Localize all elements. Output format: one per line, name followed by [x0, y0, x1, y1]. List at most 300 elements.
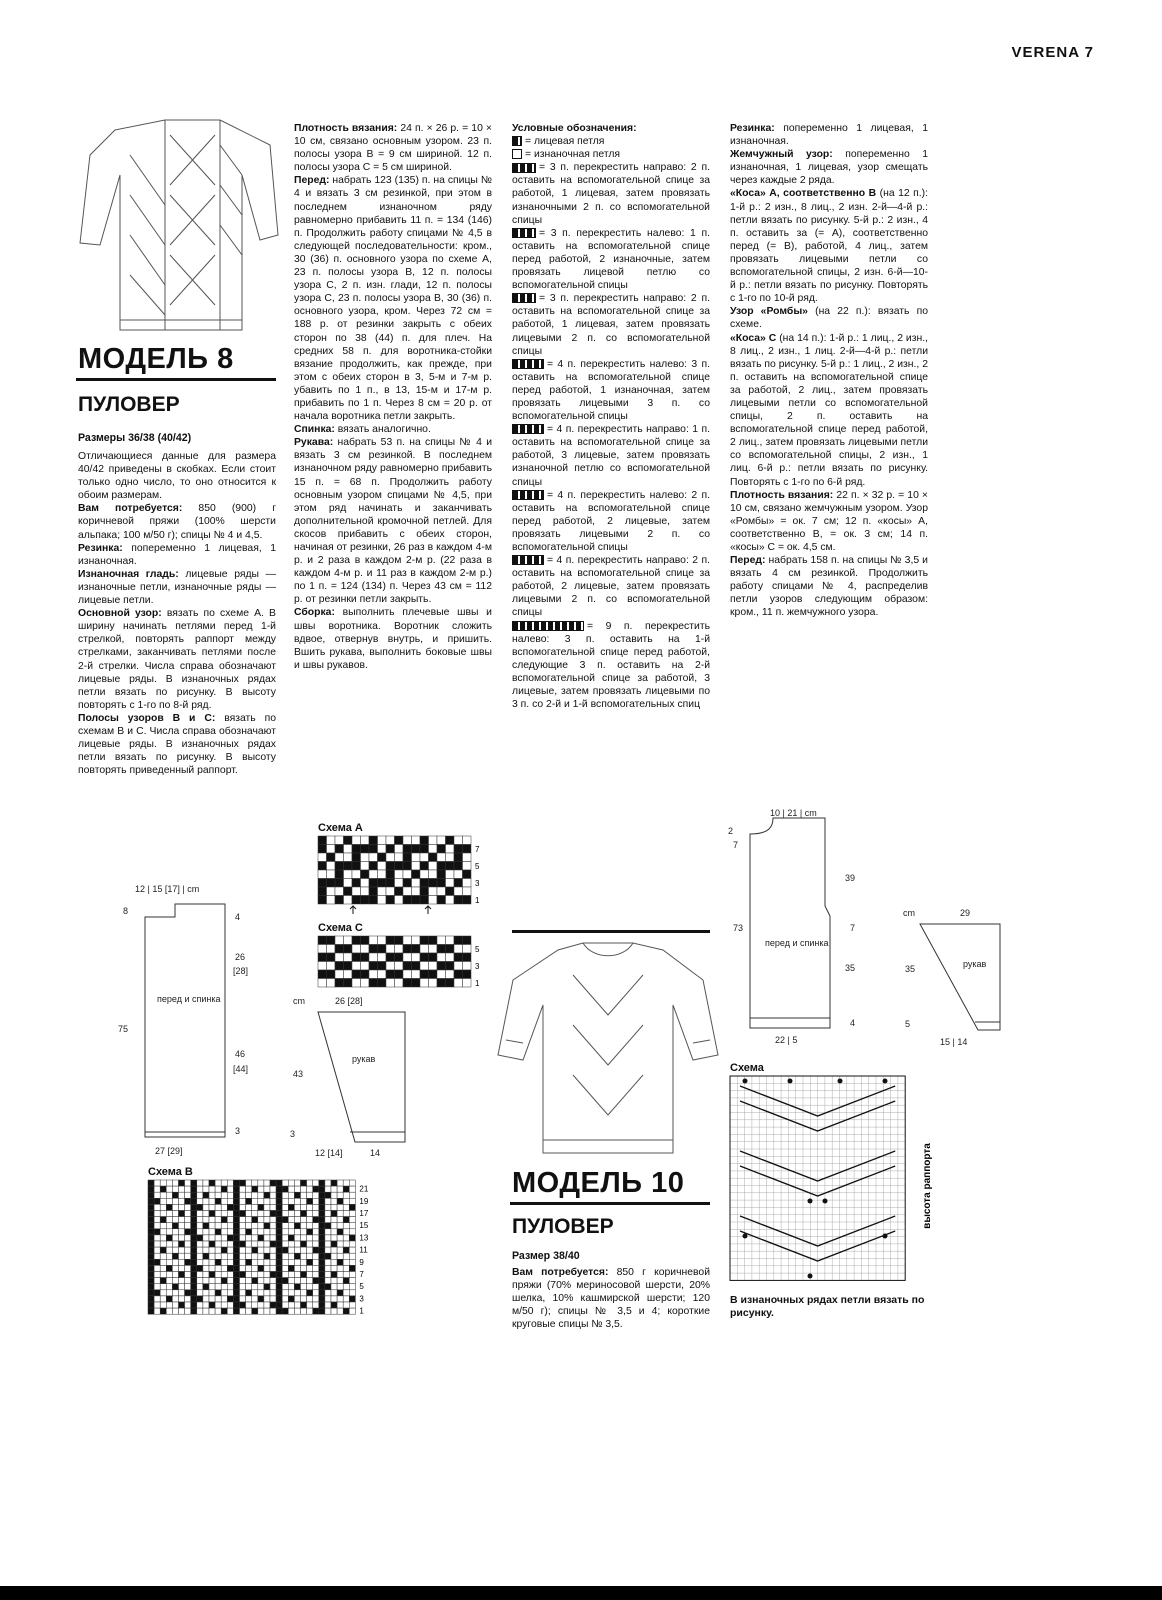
stitch-cell	[154, 1259, 160, 1265]
svg-text:15 | 14: 15 | 14	[940, 1037, 968, 1047]
stitch-cell	[264, 1272, 270, 1278]
stitch-cell	[246, 1284, 252, 1290]
stitch-cell	[437, 845, 446, 854]
stitch-cell	[319, 1284, 325, 1290]
svg-text:26: 26	[235, 952, 246, 962]
stitch-cell	[307, 1302, 313, 1308]
stitch-cell	[276, 1223, 282, 1229]
stitch-cell	[179, 1296, 185, 1302]
stitch-cell	[264, 1290, 270, 1296]
stitch-cell	[154, 1192, 160, 1198]
stitch-cell	[227, 1235, 233, 1241]
stitch-cell	[215, 1259, 221, 1265]
stitch-cell	[337, 1308, 343, 1314]
stitch-cell	[446, 887, 455, 896]
stitch-cell	[437, 936, 446, 945]
stitch-cell	[301, 1296, 307, 1302]
stitch-cell	[154, 1211, 160, 1217]
schema-b-chart	[148, 1180, 448, 1315]
stitch-cell	[209, 1259, 215, 1265]
stitch-cell	[221, 1180, 227, 1186]
row-number: 5	[475, 862, 480, 872]
stitch-cell	[166, 1192, 172, 1198]
row-number: 9	[359, 1257, 364, 1267]
stitch-cell	[258, 1204, 264, 1210]
stitch-cell	[172, 1217, 178, 1223]
stitch-cell	[240, 1180, 246, 1186]
stitch-cell	[301, 1241, 307, 1247]
stitch-cell	[227, 1229, 233, 1235]
svg-text:35: 35	[905, 964, 916, 974]
stitch-cell	[294, 1272, 300, 1278]
stitch-cell	[258, 1284, 264, 1290]
stitch-cell	[221, 1284, 227, 1290]
stitch-cell	[395, 970, 404, 979]
stitch-cell	[233, 1259, 239, 1265]
stitch-cell	[349, 1235, 355, 1241]
stitch-cell	[335, 862, 344, 871]
stitch-cell	[160, 1284, 166, 1290]
svg-text:2: 2	[728, 826, 734, 836]
stitch-cell	[276, 1204, 282, 1210]
stitch-cell	[420, 970, 429, 979]
stitch-cell	[252, 1302, 258, 1308]
stitch-cell	[349, 1247, 355, 1253]
stitch-cell	[258, 1259, 264, 1265]
legend-item: = 3 п. перекрестить направо: 2 п. оставить на вспомогательной спице за работой, 1 лицевая, затем провязать лицевыми 2 п. со вспомогательной спицы	[512, 293, 710, 357]
stitch-cell	[352, 953, 361, 962]
stitch-cell	[166, 1217, 172, 1223]
stitch-cell	[264, 1198, 270, 1204]
stitch-cell	[437, 962, 446, 971]
stitch-cell	[179, 1235, 185, 1241]
stitch-cell	[197, 1296, 203, 1302]
stitch-cell	[148, 1278, 154, 1284]
stitch-cell	[318, 953, 327, 962]
stitch-cell	[221, 1278, 227, 1284]
stitch-cell	[301, 1192, 307, 1198]
stitch-cell	[301, 1247, 307, 1253]
stitch-cell	[240, 1296, 246, 1302]
stitch-cell	[335, 845, 344, 854]
stitch-cell	[209, 1302, 215, 1308]
stitch-cell	[327, 853, 336, 862]
stitch-cell	[227, 1186, 233, 1192]
stitch-cell	[227, 1192, 233, 1198]
stitch-cell	[276, 1272, 282, 1278]
stitch-cell	[313, 1217, 319, 1223]
stitch-cell	[191, 1217, 197, 1223]
stitch-cell	[327, 936, 336, 945]
stitch-cell	[369, 836, 378, 845]
stitch-cell	[301, 1198, 307, 1204]
legend-item: = 9 п. перекрестить налево: 3 п. оставить на 1-й вспомогательной спице перед работой, следующие 3 п. оставить на 2-й вспомогательной спице за работой, 3 лицевые, затем провязать лицевыми по 3 п. со 2-й и 1-й вспомогательных спиц	[512, 620, 710, 711]
stitch-cell	[185, 1278, 191, 1284]
stitch-cell	[463, 945, 472, 954]
stitch-cell	[240, 1186, 246, 1192]
stitch-cell	[258, 1278, 264, 1284]
stitch-cell	[325, 1223, 331, 1229]
stitch-cell	[154, 1302, 160, 1308]
stitch-cell	[454, 845, 463, 854]
stitch-cell	[344, 979, 353, 988]
stitch-cell	[148, 1204, 154, 1210]
stitch-cell	[258, 1229, 264, 1235]
stitch-cell	[252, 1229, 258, 1235]
stitch-cell	[327, 887, 336, 896]
stitch-cell	[270, 1198, 276, 1204]
stitch-cell	[233, 1296, 239, 1302]
stitch-cell	[154, 1296, 160, 1302]
stitch-cell	[463, 887, 472, 896]
svg-text:7: 7	[850, 923, 856, 933]
stitch-cell	[209, 1223, 215, 1229]
stitch-cell	[179, 1259, 185, 1265]
stitch-cell	[276, 1290, 282, 1296]
stitch-cell	[160, 1247, 166, 1253]
stitch-cell	[246, 1235, 252, 1241]
stitch-cell	[343, 1265, 349, 1271]
stitch-cell	[412, 836, 421, 845]
stitch-cell	[215, 1253, 221, 1259]
stitch-cell	[148, 1296, 154, 1302]
stitch-cell	[335, 887, 344, 896]
stitch-cell	[264, 1204, 270, 1210]
stitch-cell	[270, 1204, 276, 1210]
stitch-cell	[337, 1192, 343, 1198]
stitch-cell	[337, 1272, 343, 1278]
stitch-cell	[319, 1265, 325, 1271]
stitch-cell	[369, 853, 378, 862]
stitch-cell	[301, 1186, 307, 1192]
stitch-cell	[307, 1290, 313, 1296]
stitch-cell	[307, 1308, 313, 1314]
stitch-cell	[172, 1278, 178, 1284]
stitch-cell	[179, 1229, 185, 1235]
stitch-cell	[154, 1247, 160, 1253]
stitch-cell	[240, 1192, 246, 1198]
stitch-cell	[352, 879, 361, 888]
stitch-cell	[294, 1204, 300, 1210]
stitch-cell	[215, 1241, 221, 1247]
stitch-cell	[352, 945, 361, 954]
stitch-cell	[319, 1241, 325, 1247]
stitch-cell	[378, 887, 387, 896]
stitch-cell	[233, 1186, 239, 1192]
stitch-cell	[276, 1278, 282, 1284]
stitch-cell	[233, 1198, 239, 1204]
stitch-cell	[344, 896, 353, 905]
stitch-cell	[179, 1186, 185, 1192]
stitch-cell	[203, 1229, 209, 1235]
stitch-cell	[403, 953, 412, 962]
stitch-cell	[246, 1278, 252, 1284]
stitch-cell	[276, 1247, 282, 1253]
stitch-cell	[446, 853, 455, 862]
stitch-cell	[403, 936, 412, 945]
legend-item: = лицевая петля	[512, 135, 710, 148]
stitch-cell	[264, 1308, 270, 1314]
stitch-cell	[191, 1229, 197, 1235]
stitch-cell	[294, 1186, 300, 1192]
model8-intro: Отличающиеся данные для размера 40/42 приведены в скобках. Если стоит только одно число, то оно относится к обоим размерам.	[78, 451, 276, 502]
stitch-cell	[331, 1241, 337, 1247]
stitch-cell	[325, 1253, 331, 1259]
stitch-cell	[252, 1192, 258, 1198]
stitch-cell	[344, 970, 353, 979]
stitch-cell	[307, 1265, 313, 1271]
stitch-cell	[227, 1253, 233, 1259]
stitch-cell	[288, 1186, 294, 1192]
stitch-cell	[325, 1290, 331, 1296]
stitch-cell	[264, 1259, 270, 1265]
schema-a-label: Схема А	[318, 822, 363, 834]
stitch-cell	[148, 1308, 154, 1314]
stitch-cell	[335, 979, 344, 988]
stitch-cell	[227, 1284, 233, 1290]
stitch-cell	[282, 1278, 288, 1284]
stitch-cell	[327, 979, 336, 988]
stitch-cell	[313, 1211, 319, 1217]
stitch-cell	[160, 1272, 166, 1278]
svg-text:29: 29	[960, 908, 971, 918]
schema-b-label: Схема В	[148, 1166, 193, 1178]
stitch-cell	[307, 1278, 313, 1284]
stitch-cell	[386, 970, 395, 979]
stitch-cell	[288, 1211, 294, 1217]
stitch-cell	[325, 1192, 331, 1198]
stitch-cell	[197, 1223, 203, 1229]
stitch-cell	[191, 1192, 197, 1198]
stitch-cell	[148, 1247, 154, 1253]
stitch-cell	[209, 1217, 215, 1223]
stitch-cell	[337, 1284, 343, 1290]
stitch-cell	[264, 1241, 270, 1247]
stitch-cell	[154, 1180, 160, 1186]
stitch-cell	[319, 1198, 325, 1204]
stitch-cell	[361, 870, 370, 879]
stitch-symbol-icon	[512, 621, 584, 631]
model8-sizes: Размеры 36/38 (40/42)	[78, 432, 192, 444]
stitch-cell	[148, 1217, 154, 1223]
stitch-cell	[294, 1229, 300, 1235]
stitch-cell	[463, 845, 472, 854]
stitch-cell	[246, 1308, 252, 1314]
stitch-cell	[276, 1284, 282, 1290]
stitch-cell	[185, 1302, 191, 1308]
stitch-cell	[185, 1290, 191, 1296]
stitch-cell	[437, 979, 446, 988]
stitch-cell	[282, 1308, 288, 1314]
stitch-cell	[215, 1198, 221, 1204]
stitch-cell	[301, 1278, 307, 1284]
stitch-cell	[420, 870, 429, 879]
stitch-cell	[463, 936, 472, 945]
stitch-cell	[276, 1198, 282, 1204]
stitch-cell	[258, 1247, 264, 1253]
stitch-cell	[240, 1302, 246, 1308]
stitch-cell	[395, 962, 404, 971]
stitch-cell	[276, 1235, 282, 1241]
stitch-cell	[166, 1302, 172, 1308]
svg-text:рукав: рукав	[963, 959, 987, 969]
stitch-cell	[197, 1272, 203, 1278]
stitch-cell	[191, 1296, 197, 1302]
model8-sleeve-diagram	[290, 992, 440, 1162]
stitch-cell	[344, 870, 353, 879]
stitch-cell	[294, 1247, 300, 1253]
stitch-cell	[349, 1192, 355, 1198]
stitch-cell	[203, 1247, 209, 1253]
row-number: 15	[359, 1221, 369, 1231]
stitch-cell	[197, 1198, 203, 1204]
stitch-cell	[179, 1284, 185, 1290]
stitch-cell	[221, 1217, 227, 1223]
stitch-cell	[221, 1204, 227, 1210]
stitch-cell	[313, 1192, 319, 1198]
stitch-cell	[361, 862, 370, 871]
stitch-cell	[252, 1211, 258, 1217]
stitch-cell	[215, 1308, 221, 1314]
stitch-cell	[349, 1180, 355, 1186]
stitch-cell	[337, 1186, 343, 1192]
stitch-cell	[185, 1217, 191, 1223]
stitch-cell	[301, 1217, 307, 1223]
stitch-cell	[185, 1204, 191, 1210]
stitch-cell	[215, 1186, 221, 1192]
stitch-cell	[209, 1253, 215, 1259]
stitch-cell	[179, 1290, 185, 1296]
model10-title: МОДЕЛЬ 10	[512, 1167, 685, 1199]
svg-text:5: 5	[905, 1019, 911, 1029]
stitch-cell	[344, 845, 353, 854]
model8-title: МОДЕЛЬ 8	[78, 343, 234, 375]
stitch-cell	[172, 1192, 178, 1198]
stitch-cell	[301, 1223, 307, 1229]
stitch-cell	[258, 1253, 264, 1259]
stitch-cell	[446, 953, 455, 962]
stitch-cell	[264, 1265, 270, 1271]
stitch-cell	[197, 1192, 203, 1198]
stitch-cell	[252, 1284, 258, 1290]
stitch-cell	[349, 1186, 355, 1192]
stitch-cell	[412, 945, 421, 954]
stitch-cell	[437, 853, 446, 862]
stitch-cell	[215, 1278, 221, 1284]
stitch-cell	[270, 1247, 276, 1253]
row-number: 1	[475, 979, 480, 989]
stitch-cell	[209, 1284, 215, 1290]
stitch-cell	[221, 1290, 227, 1296]
stitch-cell	[221, 1192, 227, 1198]
stitch-cell	[282, 1290, 288, 1296]
stitch-cell	[203, 1296, 209, 1302]
stitch-cell	[313, 1204, 319, 1210]
stitch-cell	[349, 1229, 355, 1235]
stitch-cell	[246, 1217, 252, 1223]
stitch-cell	[148, 1198, 154, 1204]
model10-schema-note: В изнаночных рядах петли вязать по рисунку.	[730, 1294, 925, 1319]
stitch-cell	[197, 1186, 203, 1192]
stitch-cell	[369, 879, 378, 888]
stitch-cell	[288, 1290, 294, 1296]
stitch-cell	[301, 1204, 307, 1210]
stitch-cell	[361, 836, 370, 845]
stitch-cell	[240, 1223, 246, 1229]
stitch-cell	[227, 1204, 233, 1210]
model10-column-4: Резинка: попеременно 1 лицевая, 1 изнаночная. Жемчужный узор: попеременно 1 изнаночная, 1 лицевая, узор смещать через каждые 2 ряда. «Коса» А, соответственно В (на 12 п.): 1-й р.: 2 изн., 8 лиц., 2 изн. 2-й—4-й р.: петли вязать по рисунку. 5-й р.: 2 изн., 4 п. оставить за (= А), соответственно перед (= В), работой, 4 лиц., затем провязать лицевыми петли со вспомогательной спицы, 2 изн. 6-й—10-й р.: петли вязать по рисунку. Повторять с 1-го по 10-й ряд. Узор «Ромбы» (на 22 п.): вязать по схеме. «Коса» С (на 14 п.): 1-й р.: 1 лиц., 2 изн., 8 лиц., 2 изн., 1 лиц. 2-й—4-й р.: петли вязать по рисунку. 5-й р.: 1 лиц., 2 изн., 2 п. оставить на вспомогательной спице за работой, 2 лиц., затем провязать лицевыми петли со вспомогательной спицы, 2 п. оставить на вспомогательной спице перед работой, 2 лиц., затем провязать лицевыми петли со вспомогательной спицы, 2 изн., 1 лиц. 6-й р.: петли вязать по рисунку. Повторять с 1-го по 6-й ряд. Плотность вязания: 22 п. × 32 р. = 10 × 10 см, связано жемчужным узором. Узор «Ромбы» = ок. 7 см; 12 п. «косы» А, соответственно В, = ок. 3 см; 14 п. «косы» С = ок. 4,5 см. Перед: набрать 158 п. на спицы № 3,5 и вязать 4 см резинкой. Продолжить работу спицами № 4, распределив петли узоров следующим образом: кром., 11 п. жемчужного узора.	[730, 123, 929, 619]
stitch-cell	[215, 1265, 221, 1271]
stitch-cell	[209, 1241, 215, 1247]
model10-front-back-diagram	[725, 806, 875, 1051]
stitch-cell	[252, 1247, 258, 1253]
stitch-cell	[369, 862, 378, 871]
stitch-cell	[335, 970, 344, 979]
stitch-cell	[203, 1302, 209, 1308]
stitch-cell	[282, 1198, 288, 1204]
stitch-cell	[166, 1253, 172, 1259]
stitch-cell	[429, 887, 438, 896]
stitch-cell	[454, 879, 463, 888]
stitch-cell	[294, 1192, 300, 1198]
stitch-cell	[463, 970, 472, 979]
svg-text:43: 43	[293, 1069, 304, 1079]
repeat-arrow-icon	[350, 906, 356, 914]
stitch-cell	[270, 1265, 276, 1271]
stitch-cell	[454, 853, 463, 862]
stitch-cell	[282, 1180, 288, 1186]
stitch-cell	[240, 1284, 246, 1290]
stitch-cell	[282, 1272, 288, 1278]
stitch-cell	[344, 879, 353, 888]
stitch-cell	[294, 1180, 300, 1186]
stitch-cell	[343, 1278, 349, 1284]
row-number: 5	[359, 1282, 364, 1292]
stitch-cell	[294, 1241, 300, 1247]
bobble-dot	[743, 1079, 748, 1084]
stitch-cell	[294, 1223, 300, 1229]
stitch-cell	[258, 1180, 264, 1186]
stitch-cell	[246, 1259, 252, 1265]
stitch-cell	[221, 1241, 227, 1247]
stitch-cell	[361, 962, 370, 971]
stitch-cell	[446, 936, 455, 945]
row-number: 11	[359, 1245, 368, 1255]
stitch-cell	[270, 1211, 276, 1217]
stitch-cell	[325, 1272, 331, 1278]
stitch-cell	[209, 1272, 215, 1278]
stitch-cell	[288, 1180, 294, 1186]
stitch-cell	[288, 1204, 294, 1210]
stitch-cell	[331, 1247, 337, 1253]
stitch-cell	[258, 1241, 264, 1247]
stitch-cell	[215, 1229, 221, 1235]
stitch-cell	[446, 945, 455, 954]
stitch-cell	[463, 870, 472, 879]
stitch-cell	[258, 1265, 264, 1271]
stitch-cell	[233, 1211, 239, 1217]
stitch-cell	[325, 1180, 331, 1186]
stitch-cell	[325, 1186, 331, 1192]
stitch-cell	[148, 1290, 154, 1296]
stitch-symbol-icon	[512, 149, 522, 159]
stitch-cell	[215, 1272, 221, 1278]
stitch-cell	[148, 1272, 154, 1278]
stitch-cell	[437, 970, 446, 979]
stitch-cell	[369, 979, 378, 988]
stitch-cell	[446, 970, 455, 979]
stitch-cell	[420, 945, 429, 954]
